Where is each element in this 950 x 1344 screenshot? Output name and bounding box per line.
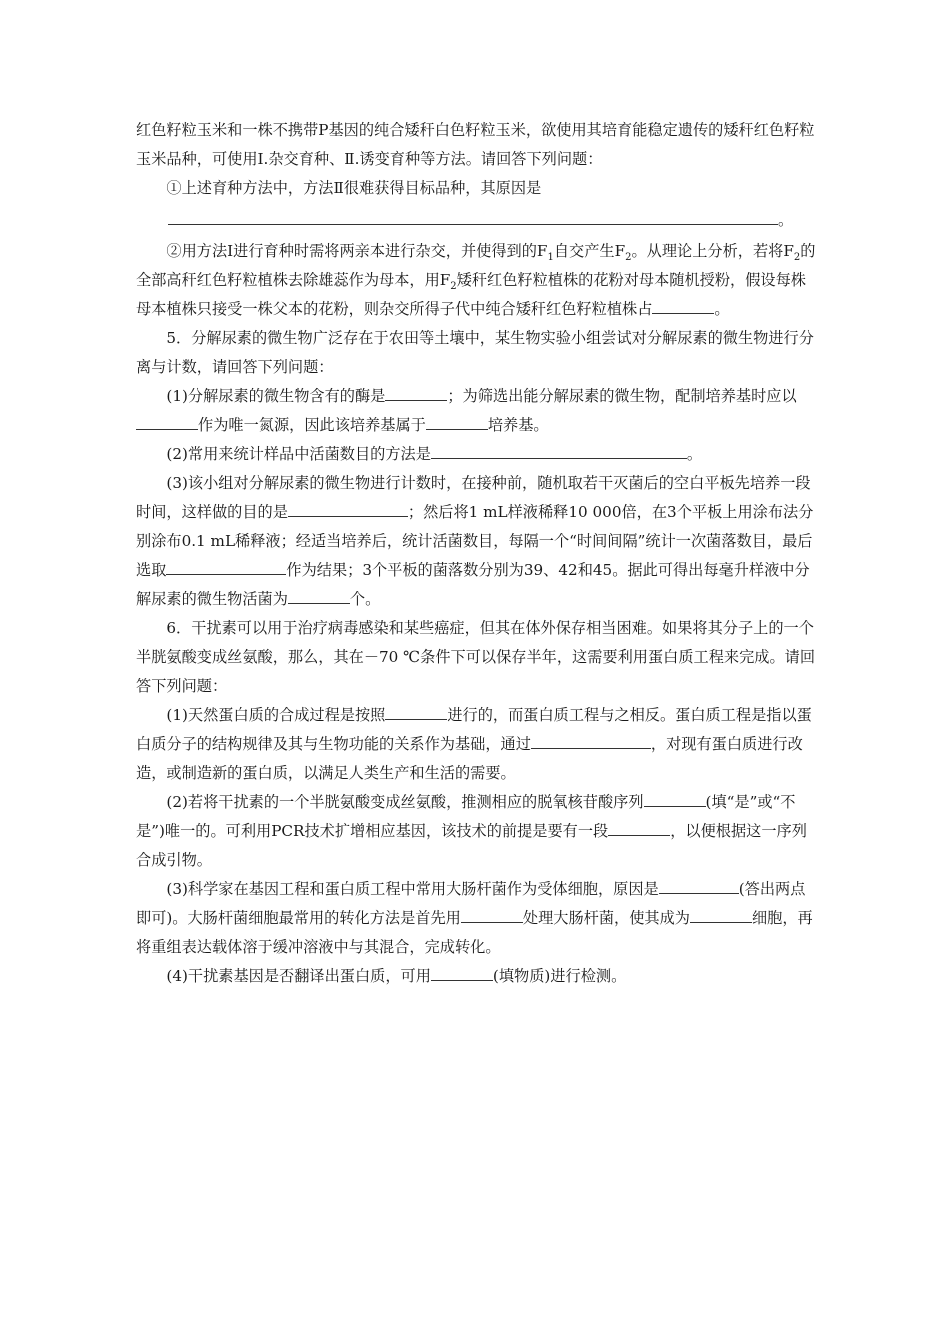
answer-blank[interactable] [652, 298, 714, 314]
answer-blank[interactable] [288, 588, 350, 604]
answer-blank[interactable] [168, 209, 778, 225]
answer-blank[interactable] [385, 704, 447, 720]
answer-blank[interactable] [690, 907, 752, 923]
answer-blank[interactable] [659, 878, 739, 894]
q5-stem: 5．分解尿素的微生物广泛存在于农田等土壤中，某生物实验小组尝试对分解尿素的微生物进行分离与计数，请回答下列问题： [136, 329, 814, 376]
q5-part2: (2)常用来统计样品中活菌数目的方法是 。 [166, 445, 703, 463]
answer-blank[interactable] [461, 907, 523, 923]
answer-blank[interactable] [644, 791, 706, 807]
answer-blank[interactable] [136, 414, 198, 430]
q6-part2: (2)若将干扰素的一个半胱氨酸变成丝氨酸，推测相应的脱氧核苷酸序列 (填“是”或“不是”)唯一的。可利用PCR技术扩增相应基因，该技术的前提是要有一段 ，以便根据这一序列合成引物。 [136, 793, 807, 869]
answer-blank[interactable] [608, 820, 670, 836]
q6-stem: 6．干扰素可以用于治疗病毒感染和某些癌症，但其在体外保存相当困难。如果将其分子上的一个半胱氨酸变成丝氨酸，那么，其在－70 ℃条件下可以保存半年，这需要利用蛋白质工程来完成。请回答下列问题： [136, 619, 816, 695]
q6-part1: (1)天然蛋白质的合成过程是按照 进行的，而蛋白质工程与之相反。蛋白质工程是指以蛋白质分子的结构规律及其与生物功能的关系作为基础，通过 ，对现有蛋白质进行改造，或制造新的蛋白质，以满足人类生产和生活的需要。 [136, 706, 812, 782]
q6-part3: (3)科学家在基因工程和蛋白质工程中常用大肠杆菌作为受体细胞，原因是 (答出两点即可)。大肠杆菌细胞最常用的转化方法是首先用 处理大肠杆菌，使其成为 细胞，再将重组表达载体溶于缓冲溶液中与其混合，完成转化。 [136, 880, 813, 956]
answer-blank[interactable] [531, 733, 651, 749]
answer-blank[interactable] [431, 443, 687, 459]
q5-part1: (1)分解尿素的微生物含有的酶是 ；为筛选出能分解尿素的微生物，配制培养基时应以作为唯一氮源，因此该培养基属于 培养基。 [136, 382, 816, 440]
answer-blank[interactable] [426, 414, 488, 430]
q4-part2: ②用方法Ⅰ进行育种时需将两亲本进行杂交，并使得到的$F_1$自交产生$F_2$。从理论上分析，若将$F_2$的全部高秆红色籽粒植株去除雄蕊作为母本，用$F_2$矮秆红色籽粒植株的花粉对母本随机授粉，假设每株母本植株只接受一株父本的花粉，则杂交所得子代中纯合矮秆红色籽粒植株占 。 [136, 242, 816, 318]
q4-part1-answer-line: 。 [136, 203, 816, 237]
q6-part4: (4)干扰素基因是否翻译出蛋白质，可用 (填物质)进行检测。 [166, 967, 627, 985]
intro-paragraph: 红色籽粒玉米和一株不携带P基因的纯合矮秆白色籽粒玉米，欲使用其培育能稳定遗传的矮秆红色籽粒玉米品种，可使用Ⅰ.杂交育种、Ⅱ.诱变育种等方法。请回答下列问题： [136, 121, 815, 168]
answer-blank[interactable] [385, 385, 447, 401]
answer-blank[interactable] [431, 965, 493, 981]
answer-blank[interactable] [166, 559, 286, 575]
answer-blank[interactable] [288, 501, 408, 517]
q4-part1: ①上述育种方法中，方法Ⅱ很难获得目标品种，其原因是 [166, 179, 542, 197]
q5-part3: (3)该小组对分解尿素的微生物进行计数时，在接种前，随机取若干灭菌后的空白平板先培养一段时间，这样做的目的是 ；然后将1 mL样液稀释10 000倍，在3个平板上用涂布法分别涂布0.1 mL稀释液；经适当培养后，统计活菌数目，每隔一个“时间间隔”统计一次菌落数目，最后选取 作为结果；3个平板的菌落数分别为39、42和45。据此可得出每毫升样液中分解尿素的微生物活菌为 个。 [136, 474, 814, 608]
